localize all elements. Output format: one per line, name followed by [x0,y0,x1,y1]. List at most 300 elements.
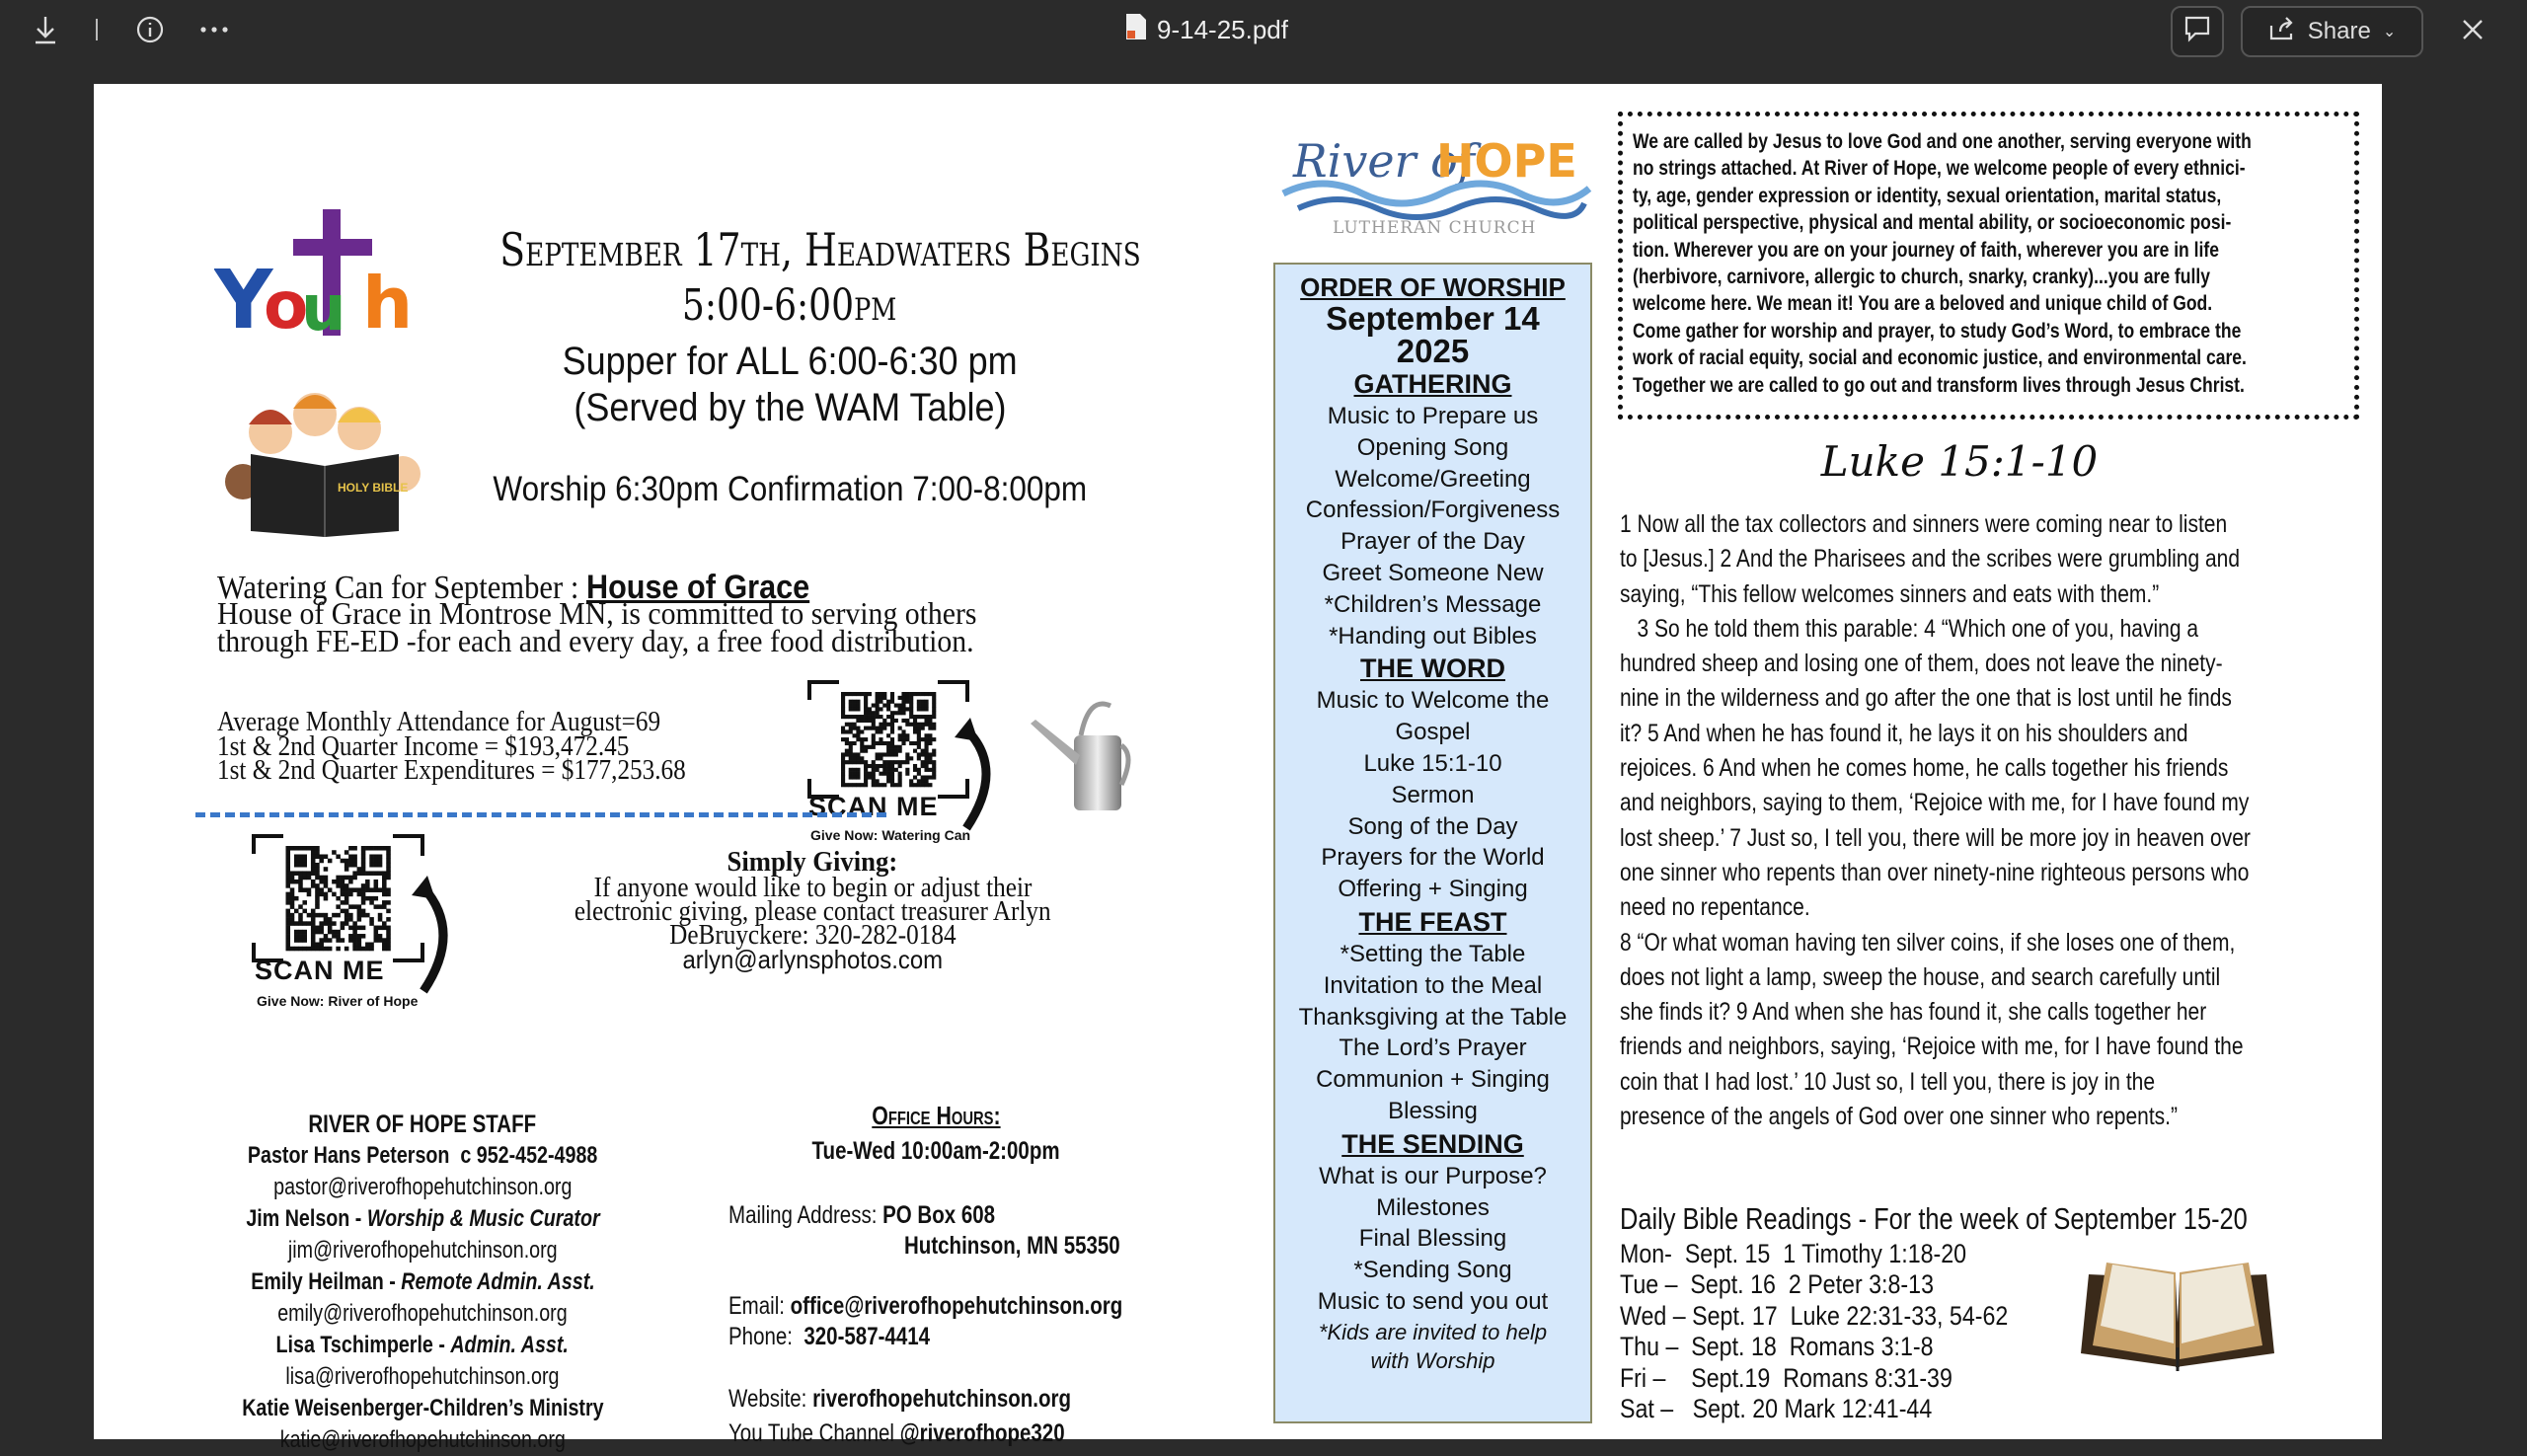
qr-module [290,880,295,884]
qr-module [307,887,312,892]
qr-module [868,772,872,776]
qr-code-watering-can[interactable] [807,680,969,799]
download-icon[interactable] [30,10,61,49]
qr-module [849,775,853,779]
qr-module [315,867,320,872]
qr-module [898,772,902,776]
qr-module [879,692,882,696]
qr-module [924,768,928,772]
qr-module [361,926,366,931]
worship-item: The Lord’s Prayer [1339,1035,1527,1062]
qr-module [319,876,324,881]
qr-module [841,779,845,783]
qr-module [361,850,366,855]
qr-module [864,737,868,741]
mission-line [1633,128,2354,155]
qr-module [898,760,902,764]
qr-module [324,921,329,926]
qr-module [876,779,880,783]
qr-module [307,871,312,876]
supper-info: Supper for ALL 6:00-6:30 pm [562,340,1018,383]
qr-module [332,850,337,855]
qr-module [898,707,902,711]
reading-line [1620,1332,1934,1362]
qr-caption-watering-can: Give Now: Watering Can [810,827,971,843]
staff-email-link[interactable]: jim@riverofhopehutchinson.org [287,1237,558,1264]
mission-line [1633,264,2354,290]
qr-module [924,692,928,696]
qr-module [378,926,383,931]
qr-module [319,913,324,918]
qr-module [928,775,932,779]
qr-module [882,723,886,727]
reading-line [1620,1239,1966,1269]
qr-module [882,692,886,696]
qr-module [302,900,307,905]
qr-module [378,934,383,939]
qr-module [890,783,894,787]
qr-module [913,764,917,768]
qr-module [841,696,845,700]
qr-module [361,859,366,864]
info-icon[interactable] [134,10,166,49]
qr-module [374,883,379,888]
qr-module [909,711,913,715]
qr-module [328,859,333,864]
qr-module [924,760,928,764]
qr-module [298,883,303,888]
qr-module [872,745,876,749]
qr-module [917,737,921,741]
qr-module [332,930,337,935]
qr-module [845,692,849,696]
qr-module [341,926,345,931]
qr-module [905,696,909,700]
qr-module [872,775,876,779]
qr-module [876,783,880,787]
qr-module [348,854,353,859]
qr-module [849,741,853,745]
qr-module [361,947,366,952]
qr-module [311,880,316,884]
mission-text: Come gather for worship and prayer, to study God’s Word, to embrace the [1633,318,2242,343]
qr-module [864,711,868,715]
curved-arrow-icon [953,716,1012,834]
qr-module [890,760,894,764]
qr-module [932,737,936,741]
qr-module [841,760,845,764]
qr-module [864,704,868,708]
qr-module [845,715,849,719]
qr-module [882,783,886,787]
qr-module [928,756,932,760]
staff-section [176,1109,669,1456]
qr-module [879,752,882,756]
qr-module [882,704,886,708]
qr-module [886,704,890,708]
qr-module [924,745,928,749]
qr-module [876,711,880,715]
qr-module [307,876,312,881]
qr-module [841,783,845,787]
qr-module [298,913,303,918]
qr-module [382,938,387,943]
treasurer-email[interactable]: arlyn@arlynsphotos.com [682,945,943,975]
worship-item: Prayers for the World [1321,844,1545,872]
scripture-text [1620,507,2371,1134]
watering-can-image [1027,696,1135,814]
qr-module [298,863,303,868]
qr-module [345,913,349,918]
qr-module [921,692,925,696]
qr-module [849,756,853,760]
qr-module [898,749,902,753]
qr-module [382,892,387,897]
qr-module [341,859,345,864]
scripture-text-line: nine in the wilderness and go after the one that is lost until he finds [1620,684,2232,713]
qr-module [361,892,366,897]
worship-item: What is our Purpose? [1319,1162,1547,1189]
qr-module [315,947,320,952]
qr-module [932,775,936,779]
office-email-link[interactable]: office@riverofhopehutchinson.org [790,1292,1123,1320]
mission-text: political perspective, physical and mental ability, or socioeconomic posi- [1633,210,2232,235]
qr-module [311,926,316,931]
qr-module [845,729,849,733]
qr-module [352,854,357,859]
qr-module [374,854,379,859]
qr-module [319,921,324,926]
qr-module [378,854,383,859]
qr-module [864,719,868,723]
youth-time: 5:00-6:00pm [682,280,897,331]
order-of-worship [1273,263,1592,1423]
mission-text: welcome here. We mean it! You are a beloved and unique child of God. [1633,291,2213,316]
qr-module [378,863,383,868]
office-email: Email: office@riverofhopehutchinson.org [728,1292,1123,1320]
qr-module [386,850,391,855]
qr-module [369,947,374,952]
more-icon[interactable] [197,10,231,49]
qr-module [928,741,932,745]
qr-module [921,737,925,741]
qr-module [374,880,379,884]
qr-module [365,887,370,892]
staff-title: RIVER OF HOPE STAFF [308,1111,537,1138]
qr-module [853,723,857,727]
qr-module [856,768,860,772]
qr-code-river-of-hope[interactable] [252,834,424,962]
qr-module [860,760,864,764]
qr-module [361,863,366,868]
qr-module [841,711,845,715]
qr-module [924,752,928,756]
qr-module [345,850,349,855]
worship-section-heading: THE FEAST [1358,906,1507,937]
qr-module [849,707,853,711]
mission-line [1633,372,2354,399]
scripture-text-line: rejoices. 6 And when he comes home, he calls together his friends [1620,754,2229,783]
qr-module [298,947,303,952]
qr-module [921,715,925,719]
qr-module [921,727,925,730]
reading-day: Tue – [1620,1269,1691,1300]
qr-module [294,934,299,939]
qr-module [864,696,868,700]
qr-module [386,892,391,897]
qr-module [369,863,374,868]
qr-module [841,707,845,711]
staff-member-name [176,1203,669,1235]
qr-module [909,704,913,708]
qr-module [853,727,857,730]
qr-module [386,887,391,892]
qr-module [868,707,872,711]
qr-module [901,719,905,723]
qr-module [348,913,353,918]
scripture-text-line: hundred sheep and losing one of them, does not leave the ninety- [1620,650,2223,678]
qr-module [864,692,868,696]
qr-module [286,909,291,914]
qr-module [841,729,845,733]
qr-module [872,768,876,772]
qr-module [290,900,295,905]
qr-module [386,934,391,939]
qr-module [315,904,320,909]
section-divider [195,812,886,817]
qr-module [386,917,391,922]
qr-module [298,930,303,935]
qr-module [886,764,890,768]
simply-giving-section: Simply Giving: If anyone would like to begin or adjust their electronic giving, please contact treasurer Arlyn DeBruyckere: 320-282-0184 arlyn@arlynsphotos.com [574,846,1051,975]
worship-item: Sermon [1391,781,1475,808]
qr-module [298,859,303,864]
qr-module [352,934,357,939]
qr-module [290,892,295,897]
qr-module [886,775,890,779]
reading-date: Sept. 18 [1691,1332,1790,1362]
qr-module [905,760,909,764]
worship-item: Confession/Forgiveness [1305,497,1561,524]
worship-section-heading: GATHERING [1353,369,1512,399]
qr-module [341,909,345,914]
scripture-text-line: does not light a lamp, sweep the house, and search carefully until [1620,962,2221,991]
qr-module [856,692,860,696]
qr-module [324,880,329,884]
qr-module [311,921,316,926]
worship-item: *Handing out Bibles [1329,622,1537,650]
qr-module [845,737,849,741]
scripture-line [1620,647,2371,681]
qr-module [917,741,921,745]
qr-module [386,930,391,935]
qr-module [928,692,932,696]
qr-module [901,711,905,715]
scripture-line [1620,681,2371,716]
qr-module [357,904,362,909]
mission-text: no strings attached. At River of Hope, we welcome people of every ethnici- [1633,156,2246,181]
qr-module [898,704,902,708]
qr-module [324,947,329,952]
qr-module [311,883,316,888]
qr-module [311,863,316,868]
qr-module [876,707,880,711]
qr-module [872,711,876,715]
qr-module [298,846,303,851]
qr-module [932,749,936,753]
qr-module [901,700,905,704]
staff-email [176,1235,669,1266]
qr-module [856,704,860,708]
qr-module [921,783,925,787]
staff-email-link[interactable]: pastor@riverofhopehutchinson.org [272,1174,573,1200]
qr-module [864,760,868,764]
qr-module [298,887,303,892]
qr-module [290,887,295,892]
svg-text:River of: River of [1293,134,1475,188]
qr-module [879,723,882,727]
qr-module [324,854,329,859]
qr-module [348,859,353,864]
qr-module [879,696,882,700]
youtube-link[interactable]: @riverofhope320 [899,1419,1065,1447]
qr-module [872,737,876,741]
qr-module [841,764,845,768]
qr-module [882,772,886,776]
qr-module [917,756,921,760]
svg-text:LUTHERAN CHURCH: LUTHERAN CHURCH [1333,218,1537,238]
qr-module [352,943,357,948]
staff-email-link[interactable]: katie@riverofhopehutchinson.org [279,1426,566,1453]
qr-module [898,745,902,749]
qr-module [328,938,333,943]
qr-module [382,871,387,876]
qr-module [374,904,379,909]
qr-module [361,934,366,939]
qr-module [864,727,868,730]
qr-module [890,727,894,730]
qr-module [311,917,316,922]
comment-button[interactable] [2171,6,2224,57]
chevron-down-icon: ⌄ [2382,24,2397,40]
staff-name: Lisa Tschimperle - [275,1332,451,1358]
qr-module [924,700,928,704]
qr-module [357,938,362,943]
qr-module [886,715,890,719]
qr-module [386,876,391,881]
qr-module [341,921,345,926]
qr-module [369,859,374,864]
qr-module [913,768,917,772]
scripture-line [1620,821,2371,856]
qr-module [345,863,349,868]
qr-module [856,719,860,723]
qr-module [901,707,905,711]
qr-module [898,779,902,783]
qr-module [311,854,316,859]
qr-module [290,876,295,881]
qr-module [872,723,876,727]
qr-module [890,737,894,741]
qr-module [382,880,387,884]
website-link[interactable]: riverofhopehutchinson.org [812,1385,1072,1413]
qr-module [345,900,349,905]
worship-confirmation-times: Worship 6:30pm Confirmation 7:00-8:00pm [493,470,1087,508]
house-of-grace-link: House of Grace [585,569,810,606]
mailing-address-line2: Hutchinson, MN 55350 [904,1232,1120,1260]
worship-item: Prayer of the Day [1340,528,1525,556]
qr-module [286,921,291,926]
qr-module [909,715,913,719]
qr-module [298,880,303,884]
qr-module [917,745,921,749]
qr-module [841,768,845,772]
qr-module [913,783,917,787]
qr-module [374,930,379,935]
qr-module [909,692,913,696]
qr-module [928,760,932,764]
qr-module [876,756,880,760]
worship-item: Offering + Singing [1338,876,1528,903]
qr-module [328,926,333,931]
reading-day: Mon- [1620,1239,1685,1268]
scripture-line [1620,995,2371,1030]
qr-module [386,871,391,876]
qr-module [365,880,370,884]
staff-email-link[interactable]: emily@riverofhopehutchinson.org [277,1300,568,1327]
qr-module [294,880,299,884]
qr-module [286,876,291,881]
qr-module [307,913,312,918]
qr-module [849,700,853,704]
qr-module [890,749,894,753]
qr-module [924,749,928,753]
qr-module [890,741,894,745]
qr-module [386,846,391,851]
scripture-line [1620,1065,2371,1100]
qr-module [890,775,894,779]
qr-module [921,723,925,727]
qr-module [932,752,936,756]
kids-note: with Worship [1370,1347,1495,1373]
scan-me-label: SCAN ME [255,956,385,985]
close-icon[interactable] [2456,10,2489,49]
qr-module [856,733,860,737]
mission-line [1633,237,2354,264]
share-button[interactable] [2241,6,2423,57]
qr-module [298,871,303,876]
qr-module [286,846,291,851]
qr-module [913,719,917,723]
worship-item: *Sending Song [1353,1257,1512,1284]
qr-module [921,700,925,704]
staff-email-link[interactable]: lisa@riverofhopehutchinson.org [285,1363,560,1390]
reading-date: Sept.19 [1691,1362,1784,1393]
qr-module [348,876,353,881]
qr-module [901,729,905,733]
worship-item: *Setting the Table [1340,940,1526,967]
qr-module [932,715,936,719]
qr-module [369,846,374,851]
qr-module [845,749,849,753]
qr-module [853,752,857,756]
qr-module [315,930,320,935]
qr-module [898,783,902,787]
qr-module [386,859,391,864]
qr-module [378,913,383,918]
qr-module [901,696,905,700]
qr-module [365,871,370,876]
